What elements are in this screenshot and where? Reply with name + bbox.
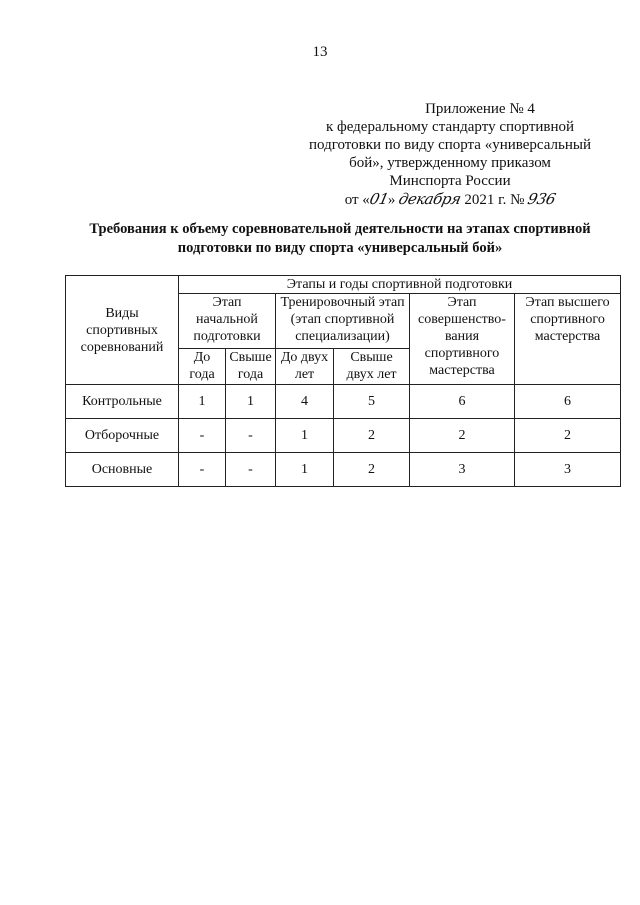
document-heading: Требования к объему соревновательной деятельности на этапах спортивной подготовки по виду спорта «универсальный бой» <box>89 221 591 256</box>
table-cell: 3 <box>410 453 515 487</box>
row-label: Контрольные <box>66 385 179 419</box>
table-cell: 4 <box>276 385 334 419</box>
stage-header-initial: Этап начальной подготовки <box>179 294 276 349</box>
appendix-line: к федеральному стандарту спортивной <box>325 119 575 135</box>
appendix-line: Минспорта России <box>389 173 511 189</box>
row-label: Основные <box>66 453 179 487</box>
row-label: Отборочные <box>66 419 179 453</box>
col-header-competition-types: Виды спортивных соревнований <box>66 276 179 385</box>
sub-header: Свыше года <box>226 349 276 385</box>
table-cell: - <box>226 419 276 453</box>
table-cell: - <box>179 419 226 453</box>
table-cell: 3 <box>515 453 621 487</box>
stage-header-higher: Этап высшего спортивного мастерства <box>515 294 621 385</box>
table-cell: 2 <box>334 453 410 487</box>
table-cell: 2 <box>334 419 410 453</box>
stage-header-training: Тренировочный этап (этап спортивной специализации) <box>276 294 410 349</box>
appendix-date-line <box>300 190 600 209</box>
table-cell: 2 <box>515 419 621 453</box>
appendix-block <box>300 100 600 209</box>
handwritten-order-number: 936 <box>526 190 558 208</box>
table-cell: 1 <box>276 453 334 487</box>
sub-header: До двух лет <box>276 349 334 385</box>
table-row <box>66 385 621 419</box>
table-cell: 6 <box>515 385 621 419</box>
table-cell: - <box>226 453 276 487</box>
table-cell: 1 <box>276 419 334 453</box>
table-row <box>66 419 621 453</box>
date-prefix: от « <box>344 192 370 208</box>
handwritten-month: декабря <box>397 190 463 208</box>
requirements-table <box>65 275 621 487</box>
table-cell: 1 <box>226 385 276 419</box>
table-cell: 5 <box>334 385 410 419</box>
group-header-stages: Этапы и годы спортивной подготовки <box>179 276 621 294</box>
appendix-title: Приложение № 4 <box>425 101 535 117</box>
table-cell: 1 <box>179 385 226 419</box>
sub-header: До года <box>179 349 226 385</box>
appendix-line: подготовки по виду спорта «универсальный <box>308 137 591 153</box>
handwritten-day: 01 <box>367 190 390 208</box>
table-cell: 6 <box>410 385 515 419</box>
page-number: 13 <box>312 44 328 60</box>
stage-header-improvement: Этап совершенство- вания спортивного мастерства <box>410 294 515 385</box>
appendix-line: бой», утвержденному приказом <box>349 155 551 171</box>
date-mid: » <box>387 192 396 208</box>
table-row <box>66 453 621 487</box>
table-cell: 2 <box>410 419 515 453</box>
date-year: 2021 г. № <box>464 192 525 208</box>
table-cell: - <box>179 453 226 487</box>
sub-header: Свыше двух лет <box>334 349 410 385</box>
